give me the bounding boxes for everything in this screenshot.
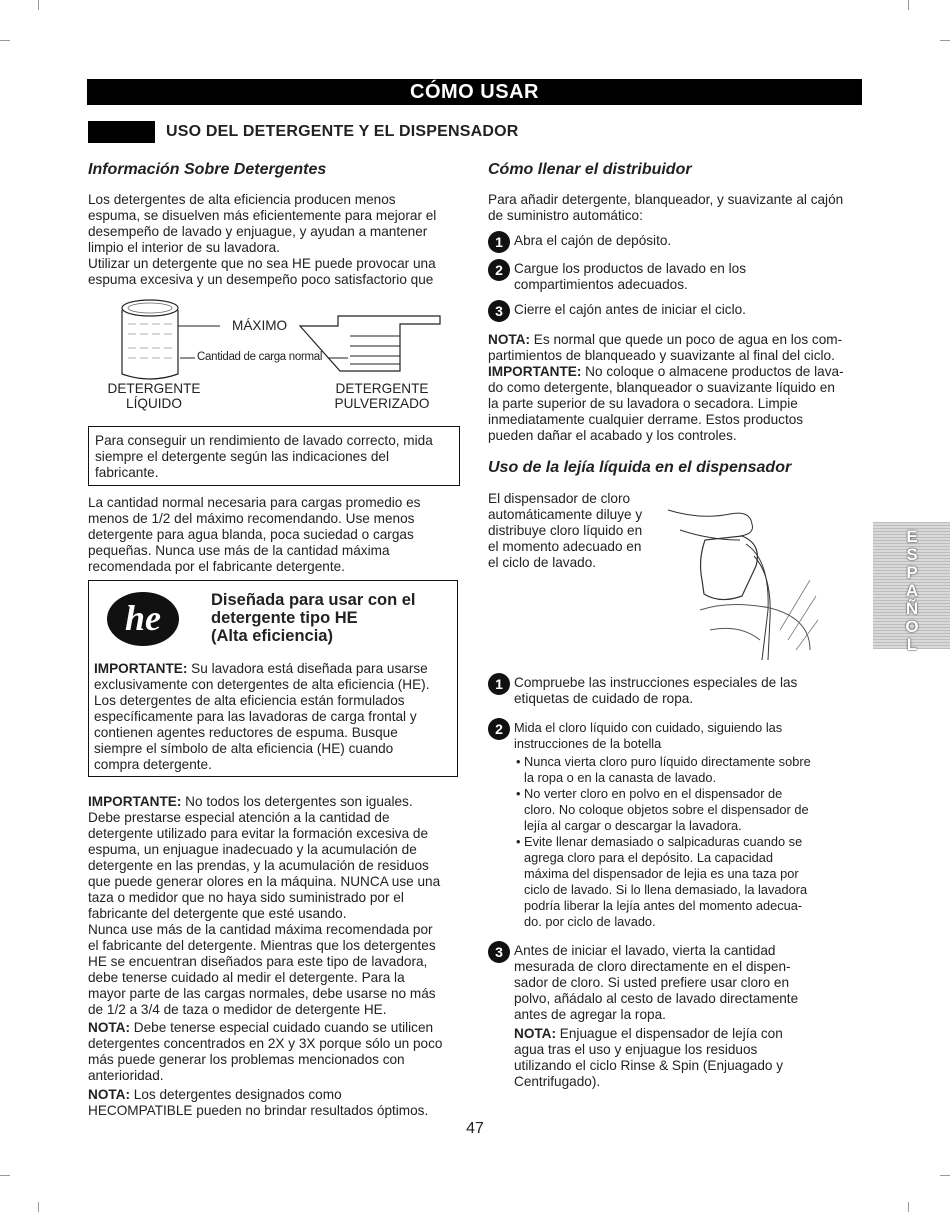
dispenser-step-2: 2 Cargue los productos de lavado en los compartimientos adecuados.	[488, 261, 860, 293]
note-hecompatible-text: NOTA: Los detergentes designados como HECOMPATIBLE pueden no brindar resultados óptimos.	[88, 1087, 429, 1118]
right-heading: Cómo llenar el distribuidor	[488, 161, 692, 178]
dispenser-note: NOTA: Es normal que quede un poco de agua en los com- partimientos de blanqueado y suavizante al final del ciclo. IMPORTANTE: No coloque o almacene productos de lava- do como detergente, blanqueador o suavizante líquido en la parte superior de su lavadora o secadora. Limpie inmediatamente cualquier derrame. Estos productos pueden dañar el acabado y los controles.	[488, 332, 844, 443]
bleach-step-number-1-icon: 1	[488, 673, 510, 695]
bleach-step-2: 2 Mida el cloro líquido con cuidado, siguiendo las instrucciones de la botella • Nunca vierta cloro puro líquido directamente sobre la ropa o en la canasta de lavado. • No verter cloro en polvo en el dispensador de cloro. No coloque objetos sobre el dispensador de lejía al cargar o descargar la lavadora. • Evite llenar demasiado o salpicaduras cuando se agrega cloro para el depósito. La capacidad máxima del dispensador de lejia es una taza por ciclo de lavado. Si lo llena demasiado, la lavadora podría liberar la lejía antes del momento adecua- do. por ciclo de lavado.	[488, 720, 860, 930]
important-detergent-text: IMPORTANTE: No todos los detergentes son iguales. Debe prestarse especial atención a la cantidad de detergente utilizado para evitar la formación excesiva de espuma, un enjuague inadecuado y la acumulación de detergente en las prendas, y la acumulación de residuos que puede generar olores en la máquina. NUNCA use una taza o medidor que no haya sido suministrado por el fabricante del detergente que esté usando.	[88, 794, 441, 921]
normal-load-label: Cantidad de carga normal	[197, 351, 323, 363]
he-box-title: Diseñada para usar con el detergente tipo HE (Alta eficiencia)	[211, 591, 416, 645]
section-marker	[88, 121, 155, 143]
svg-text:he: he	[125, 598, 161, 638]
dispenser-intro: Para añadir detergente, blanqueador, y suavizante al cajón de suministro automático:	[488, 192, 844, 223]
language-side-tab	[873, 522, 950, 654]
bleach-pouring-illustration	[660, 500, 820, 660]
he-box-text: IMPORTANTE: Su lavadora está diseñada para usarse exclusivamente con detergentes de alta eficiencia (HE). Los detergentes de alta eficiencia están formulados específicamente para las lavadoras de carga frontal y contienen agentes reductores de espuma. Busque siempre el símbolo de alta eficiencia (HE) cuando compra detergente.	[94, 661, 430, 772]
step-number-3-icon: 3	[488, 300, 510, 322]
never-more-text: Nunca use más de la cantidad máxima recomendada por el fabricante del detergente. Mientras que los detergentes HE se encuentran diseñados para este tipo de lavadora, debe tenerse cuidado al medir el detergente. Para la mayor parte de las cargas normales, debe usarse no más de 1/2 a 3/4 de taza o medidor de detergente HE.	[88, 922, 436, 1017]
detergent-intro: Los detergentes de alta eficiencia producen menos espuma, se disuelven más eficientemente para mejorar el desempeño de lavado y enjuague, y ayudan a mantener limpio el interior de su lavadora. Utilizar un detergente que no sea HE puede provocar una espuma excesiva y un desempeño poco satisfactorio que	[88, 192, 437, 287]
max-label: MÁXIMO	[232, 318, 288, 333]
measure-note-box: Para conseguir un rendimiento de lavado correcto, mida siempre el detergente según las indicaciones del fabricante.	[88, 426, 460, 486]
detergent-level-diagram	[100, 296, 460, 386]
bleach-intro: El dispensador de cloro automáticamente diluye y distribuye cloro líquido en el momento adecuado en el ciclo de lavado.	[488, 491, 643, 570]
bleach-step-1: 1 Compruebe las instrucciones especiales de las etiquetas de cuidado de ropa.	[488, 675, 860, 707]
bleach-step-number-3-icon: 3	[488, 941, 510, 963]
normal-amount-text: La cantidad normal necesaria para cargas promedio es menos de 1/2 del máximo recomendando. Use menos detergente para agua blanda, poca suciedad o cargas pequeñas. Nunca use más de la cantidad máxima recomendada por el fabricante detergente.	[88, 495, 421, 574]
step-number-1-icon: 1	[488, 231, 510, 253]
bleach-step-3: 3 Antes de iniciar el lavado, vierta la cantidad mesurada de cloro directamente en el dispen- sador de cloro. Si usted prefiere usar cloro en polvo, añádalo al cesto de lavado directamente antes de agregar la ropa. NOTA: Enjuague el dispensador de lejía con agua tras el uso y enjuague los residuos utilizando el ciclo Rinse & Spin (Enjuagado y Centrifugado).	[488, 943, 860, 1090]
liquid-cup-body	[122, 310, 178, 379]
powder-detergent-label: DETERGENTE PULVERIZADO	[334, 381, 430, 411]
he-logo-icon	[105, 589, 181, 649]
he-info-box	[88, 580, 458, 777]
language-side-label: E S P A Ñ O L	[905, 527, 919, 654]
section-title: USO DEL DETERGENTE Y EL DISPENSADOR	[166, 123, 519, 140]
bleach-bullets: • Nunca vierta cloro puro líquido directamente sobre la ropa o en la canasta de lavado. • No verter cloro en polvo en el dispensador de cloro. No coloque objetos sobre el dispensador de lejía al cargar o descargar la lavadora. • Evite llenar demasiado o salpicaduras cuando se agrega cloro para el depósito. La capacidad máxima del dispensador de lejia es una taza por ciclo de lavado. Si lo llena demasiado, la lavadora podría liberar la lejía antes del momento adecua- do. por ciclo de lavado.	[516, 754, 811, 929]
dispenser-step-3: 3 Cierre el cajón antes de iniciar el ciclo.	[488, 302, 860, 318]
liquid-cup-rim	[122, 300, 178, 316]
bleach-step-number-2-icon: 2	[488, 718, 510, 740]
page-number: 47	[466, 1120, 484, 1137]
step-number-2-icon: 2	[488, 259, 510, 281]
dispenser-step-1: 1 Abra el cajón de depósito.	[488, 233, 860, 249]
bleach-heading: Uso de la lejía líquida en el dispensador	[488, 459, 792, 476]
page-banner: CÓMO USAR	[87, 79, 862, 105]
left-heading: Información Sobre Detergentes	[88, 161, 327, 178]
liquid-detergent-label: DETERGENTE LÍQUIDO	[107, 381, 201, 411]
note-concentrated-text: NOTA: Debe tenerse especial cuidado cuando se utilicen detergentes concentrados en 2X y 3X porque sólo un poco más puede generar los problemas mencionados con anterioridad.	[88, 1020, 443, 1083]
